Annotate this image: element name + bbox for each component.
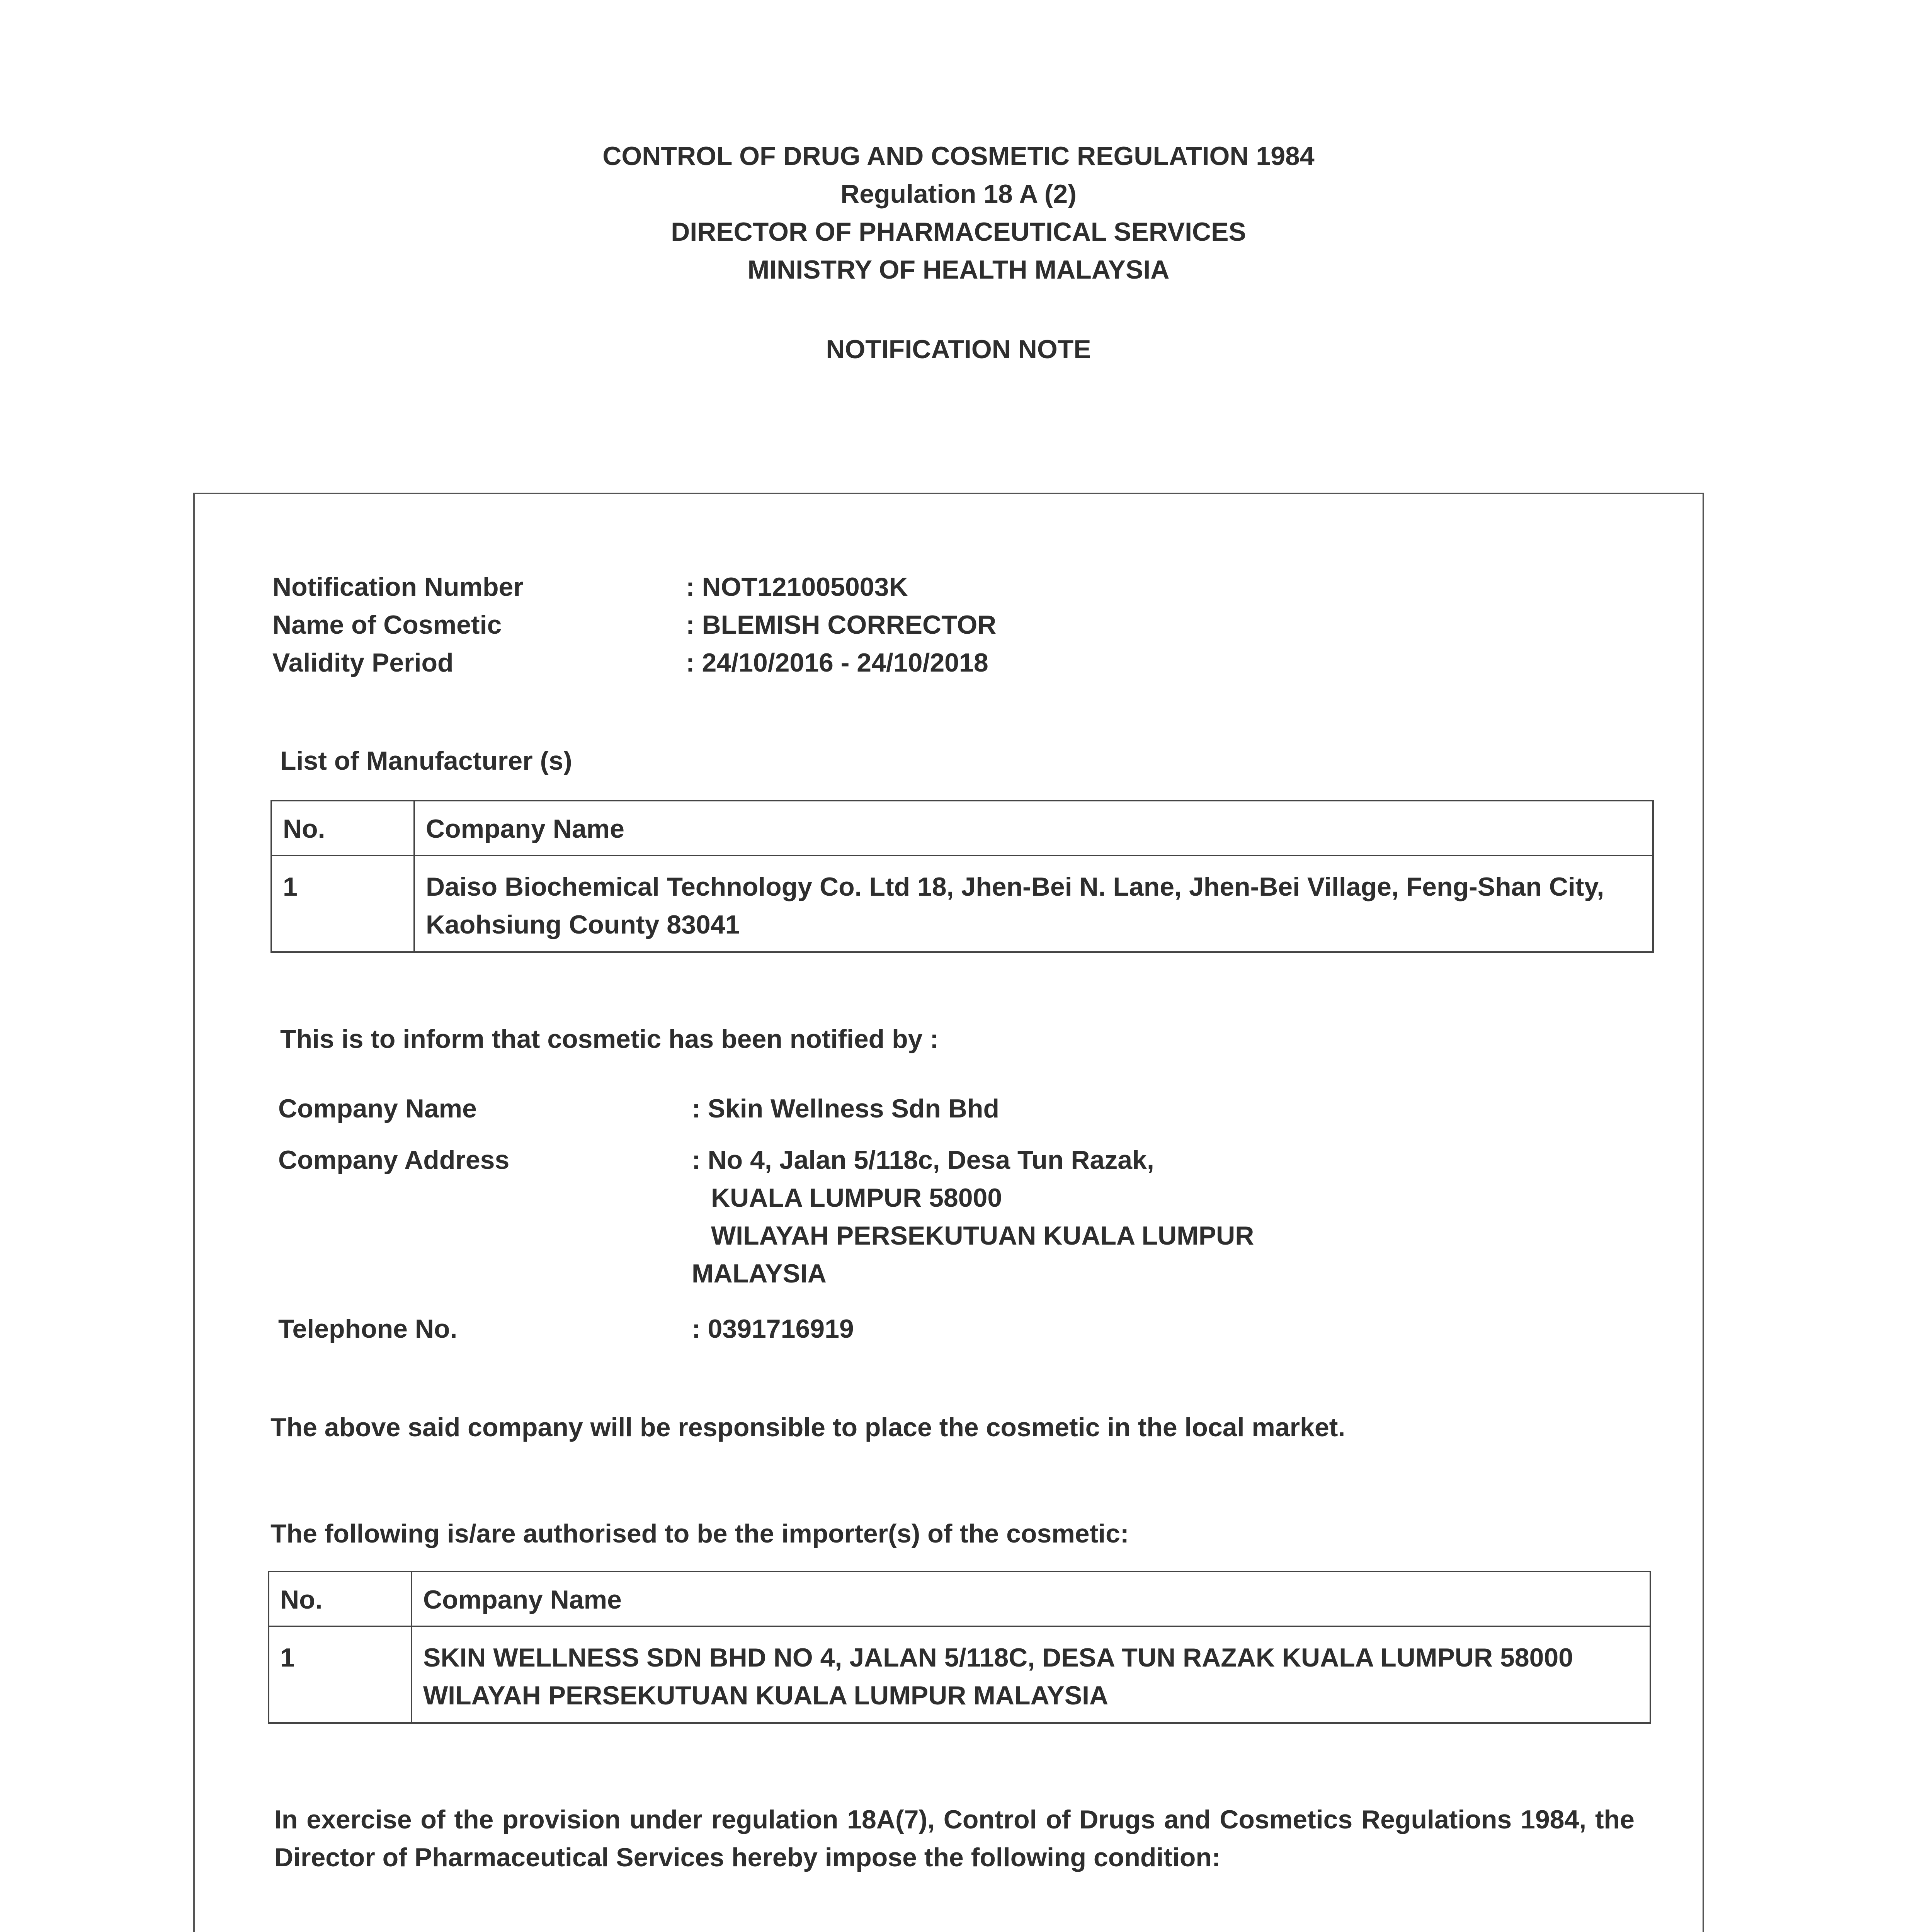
importer-company: SKIN WELLNESS SDN BHD NO 4, JALAN 5/118C, DESA TUN RAZAK KUALA LUMPUR 58000 WILAYAH PERSEKUTUAN KUALA LUMPUR MALAYSIA [412,1626,1650,1723]
address-line-1: : No 4, Jalan 5/118c, Desa Tun Razak, [692,1145,1154,1175]
table-row [271,855,1653,952]
company-address-label: Company Address [278,1145,510,1175]
company-name-label: Company Name [278,1094,477,1123]
regulation-subtitle: Regulation 18 A (2) [840,179,1077,209]
company-name-value: : Skin Wellness Sdn Bhd [692,1094,999,1123]
importers-table [268,1571,1651,1724]
manufacturers-table [270,800,1654,953]
condition-exercise-paragraph: In exercise of the provision under regulation 18A(7), Control of Drugs and Cosmetics Regulations 1984, the Director of Pharmaceutical Services hereby impose the following condition: [274,1805,1635,1872]
responsibility-statement: The above said company will be responsible to place the cosmetic in the local market. [270,1413,1345,1442]
address-line-4: MALAYSIA [692,1259,827,1288]
row-number: 1 [271,855,414,952]
manufacturers-title: List of Manufacturer (s) [280,746,572,776]
notification-note-title: NOTIFICATION NOTE [826,335,1091,364]
importers-intro: The following is/are authorised to be the importer(s) of the cosmetic: [270,1519,1129,1548]
validity-period-label: Validity Period [272,648,454,677]
notification-number-value: : NOT121005003K [686,572,908,602]
manufacturer-company: Daiso Biochemical Technology Co. Ltd 18, Jhen-Bei N. Lane, Jhen-Bei Village, Feng-Shan City, Kaohsiung County 83041 [414,855,1653,952]
column-header-company: Company Name [412,1571,1650,1626]
cosmetic-name-value: : BLEMISH CORRECTOR [686,610,997,639]
director-title: DIRECTOR OF PHARMACEUTICAL SERVICES [671,217,1246,247]
telephone-label: Telephone No. [278,1314,458,1344]
cosmetic-name-label: Name of Cosmetic [272,610,502,639]
validity-period-value: : 24/10/2016 - 24/10/2018 [686,648,988,677]
table-header-row [271,801,1653,855]
document-header [0,137,1917,289]
address-line-2: KUALA LUMPUR 58000 [711,1183,1002,1213]
condition-requirement-paragraph [274,1928,1635,1932]
telephone-value: : 0391716919 [692,1314,854,1344]
notifier-intro: This is to inform that cosmetic has been notified by : [280,1024,939,1054]
table-header-row [269,1571,1650,1626]
ministry-title: MINISTRY OF HEALTH MALAYSIA [747,255,1170,284]
notification-number-label: Notification Number [272,572,524,602]
column-header-company: Company Name [414,801,1653,855]
table-row [269,1626,1650,1723]
column-header-no: No. [269,1571,412,1626]
regulation-title: CONTROL OF DRUG AND COSMETIC REGULATION 1984 [602,141,1315,171]
address-line-3: WILAYAH PERSEKUTUAN KUALA LUMPUR [711,1221,1254,1250]
column-header-no: No. [271,801,414,855]
row-number: 1 [269,1626,412,1723]
